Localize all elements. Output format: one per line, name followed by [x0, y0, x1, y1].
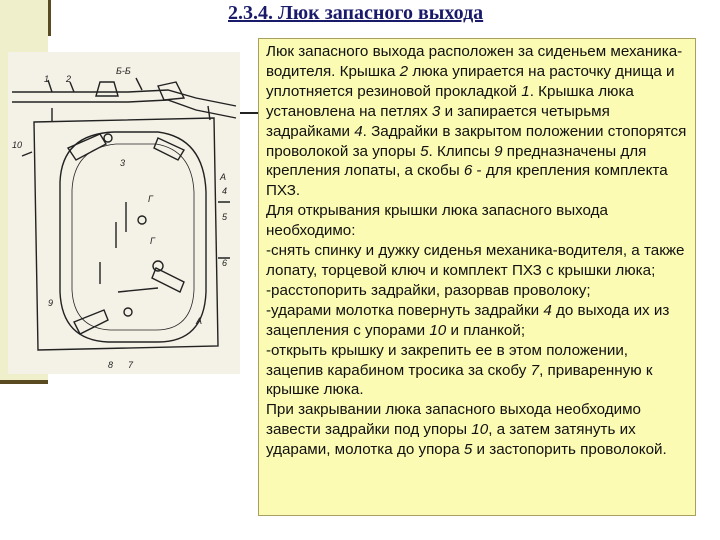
step-turn-latches: [266, 301, 689, 341]
ref-number: 1: [521, 82, 530, 100]
ref-number: 6: [463, 162, 473, 180]
paragraph-open-intro: Для открывания крышки люка запасного выхода необходимо:: [266, 202, 608, 240]
label-4: 4: [222, 186, 228, 196]
ref-number: 7: [530, 361, 540, 379]
hatch-drawing: [8, 52, 240, 374]
description-text-box: [258, 38, 696, 516]
label-section: Б-Б: [116, 66, 131, 76]
label-9: 9: [48, 298, 54, 308]
hatch-diagram: [8, 52, 240, 374]
ref-number: 5: [463, 441, 473, 459]
label-g-bottom: Г: [150, 236, 155, 246]
step-remove-seat: -снять спинку и дужку сиденья механика-водителя, а также лопату, торцевой ключ и комплект ПХЗ с крышки люка;: [266, 242, 685, 279]
ref-number: 5: [420, 142, 429, 160]
label-2: 2: [66, 74, 72, 84]
ref-number: 3: [431, 102, 441, 120]
latch-top-right: [154, 138, 184, 160]
section-hinge: [96, 82, 118, 96]
section-line-top: [12, 90, 236, 106]
text-segment: Люк запасного выхода расположен за сиденьем механика-водителя. Крышка: [266, 43, 683, 80]
section-line-bottom: [12, 100, 236, 118]
label-a-bottom: А: [196, 316, 203, 326]
text-segment: . Задрайки в закрытом положении стопорятся проволокой за упоры: [266, 122, 687, 160]
ref-number: 4: [354, 122, 363, 140]
text-segment: и планкой;: [446, 321, 526, 339]
text-segment: . Крышка люка установлена на петлях: [266, 82, 634, 120]
text-segment: , а затем затянуть их ударами, молотка до упора: [266, 421, 636, 459]
ref-number: 10: [471, 421, 489, 439]
label-g-top: Г: [148, 194, 153, 204]
label-1: 1: [44, 74, 50, 84]
label-3: 3: [120, 158, 126, 168]
ref-number: 10: [429, 321, 447, 339]
text-segment: , приваренную к крышке люка.: [266, 361, 653, 399]
text-segment: При закрывании люка запасного выхода необходимо завести задрайки под упоры: [266, 401, 641, 439]
label-5: 5: [222, 212, 228, 222]
ref-number: 4: [543, 301, 552, 319]
text-segment: -ударами молотка повернуть задрайки: [266, 301, 544, 319]
title-decor-rule: [48, 0, 51, 36]
paragraph-closing: [266, 400, 689, 460]
text-segment: - для крепления комплекта ПХЗ.: [266, 162, 668, 200]
label-6: 6: [222, 258, 228, 268]
label-7: 7: [128, 360, 134, 370]
slide-title: 2.3.4. Люк запасного выхода: [228, 2, 484, 24]
text-segment: предназначены для крепления лопаты, а скобы: [266, 142, 647, 180]
ref-number: 9: [494, 142, 503, 160]
step-open-cover: [266, 341, 689, 401]
ref-number: 2: [399, 62, 409, 80]
paragraph-description: [266, 42, 689, 201]
text-segment: люка упирается на расточку днища и уплотняется резиновой прокладкой: [266, 62, 675, 100]
text-segment: и запирается четырьмя задрайками: [266, 102, 610, 140]
label-a-top: А: [220, 172, 227, 182]
label-10: 10: [12, 140, 23, 150]
label-8: 8: [108, 360, 114, 370]
step-unlock-latches: -расстопорить задрайки, разорвав проволоку;: [266, 281, 591, 299]
left-decor-rule: [0, 380, 48, 384]
latch-bottom-left: [74, 310, 108, 334]
text-segment: . Клипсы: [428, 142, 495, 160]
text-segment: и застопорить проволокой.: [472, 441, 667, 459]
text-segment: до выхода их из зацепления с упорами: [266, 301, 670, 339]
hatch-cover: [60, 132, 206, 342]
text-segment: -открыть крышку и закрепить ее в этом положении, зацепив карабином тросика за скобу: [266, 341, 629, 379]
